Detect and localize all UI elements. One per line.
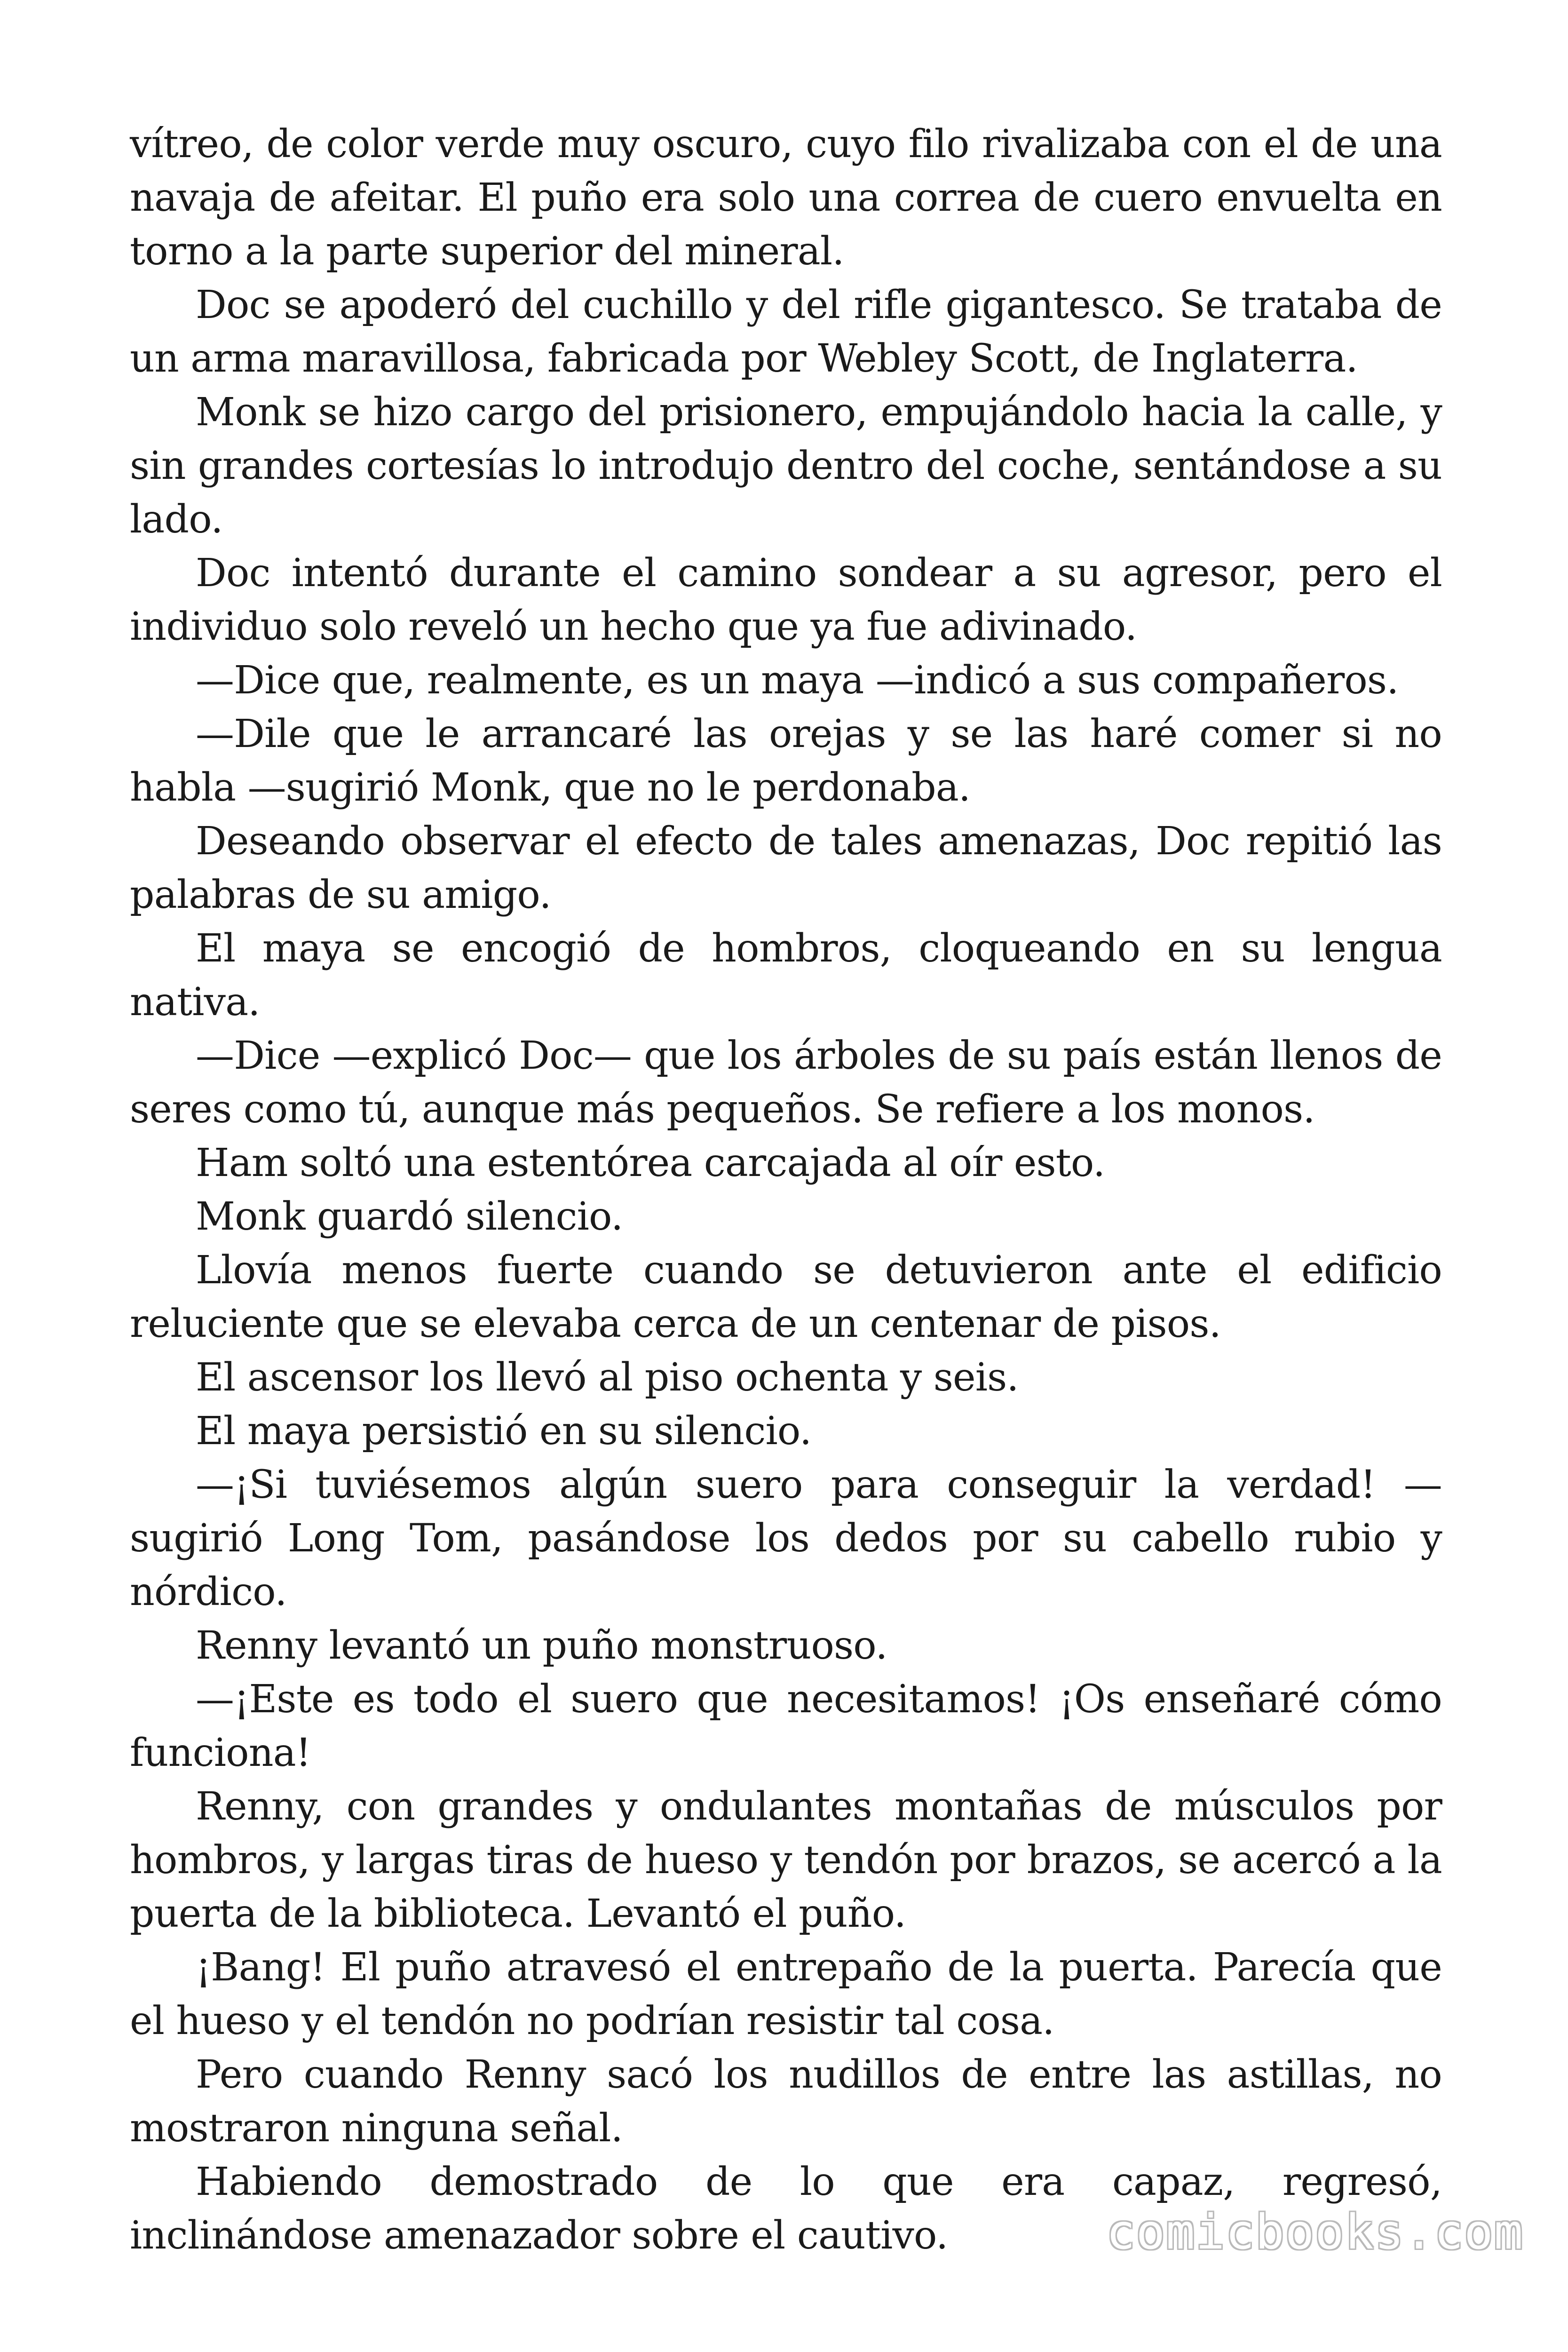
paragraph: Doc se apoderó del cuchillo y del rifle gigantesco. Se trataba de un arma maravillosa, fabricada por Webley Scott, de Inglaterra. (130, 283, 1442, 381)
paragraph: ¡Bang! El puño atravesó el entrepaño de la puerta. Parecía que el hueso y el tendón no podrían resistir tal cosa. (130, 1945, 1442, 2043)
paragraph: vítreo, de color verde muy oscuro, cuyo filo rivalizaba con el de una navaja de afeitar. El puño era solo una correa de cuero envuelta en torno a la parte superior del mineral. (130, 122, 1442, 274)
paragraph: Monk guardó silencio. (196, 1194, 623, 1239)
page-body (130, 118, 1442, 2263)
paragraph: —¡Este es todo el suero que necesitamos! ¡Os enseñaré cómo funciona! (130, 1677, 1442, 1775)
paragraph: —Dice —explicó Doc— que los árboles de su país están llenos de seres como tú, aunque más pequeños. Se refiere a los monos. (130, 1033, 1442, 1132)
paragraph: Pero cuando Renny sacó los nudillos de entre las astillas, no mostraron ninguna señal. (130, 2052, 1442, 2151)
watermark: comicbooks.com (1106, 2204, 1524, 2260)
paragraph: El maya persistió en su silencio. (196, 1409, 812, 1454)
paragraph: El maya se encogió de hombros, cloqueando en su lengua nativa. (130, 926, 1442, 1025)
paragraph: Renny, con grandes y ondulantes montañas de músculos por hombros, y largas tiras de hueso y tendón por brazos, se acercó a la puerta de la biblioteca. Levantó el puño. (130, 1784, 1442, 1936)
paragraph: —Dile que le arrancaré las orejas y se las haré comer si no habla —sugirió Monk, que no le perdonaba. (130, 712, 1442, 810)
paragraph: Deseando observar el efecto de tales amenazas, Doc repitió las palabras de su amigo. (130, 819, 1442, 917)
paragraph: —Dice que, realmente, es un maya —indicó a sus compañeros. (196, 658, 1399, 703)
paragraph: Llovía menos fuerte cuando se detuvieron ante el edificio reluciente que se elevaba cerca de un centenar de pisos. (130, 1248, 1442, 1346)
paragraph: El ascensor los llevó al piso ochenta y seis. (196, 1355, 1019, 1400)
paragraph: Doc intentó durante el camino sondear a su agresor, pero el individuo solo reveló un hecho que ya fue adivinado. (130, 551, 1442, 649)
paragraph: Renny levantó un puño monstruoso. (196, 1623, 887, 1668)
paragraph: Habiendo demostrado de lo que era capaz, regresó, inclinándose amenazador sobre el cautivo. (130, 2160, 1442, 2258)
paragraph: Ham soltó una estentórea carcajada al oír esto. (196, 1141, 1105, 1185)
paragraph: Monk se hizo cargo del prisionero, empujándolo hacia la calle, y sin grandes cortesías lo introdujo dentro del coche, sentándose a su lado. (130, 390, 1442, 542)
paragraph: —¡Si tuviésemos algún suero para conseguir la verdad! —sugirió Long Tom, pasándose los dedos por su cabello rubio y nórdico. (130, 1462, 1442, 1614)
